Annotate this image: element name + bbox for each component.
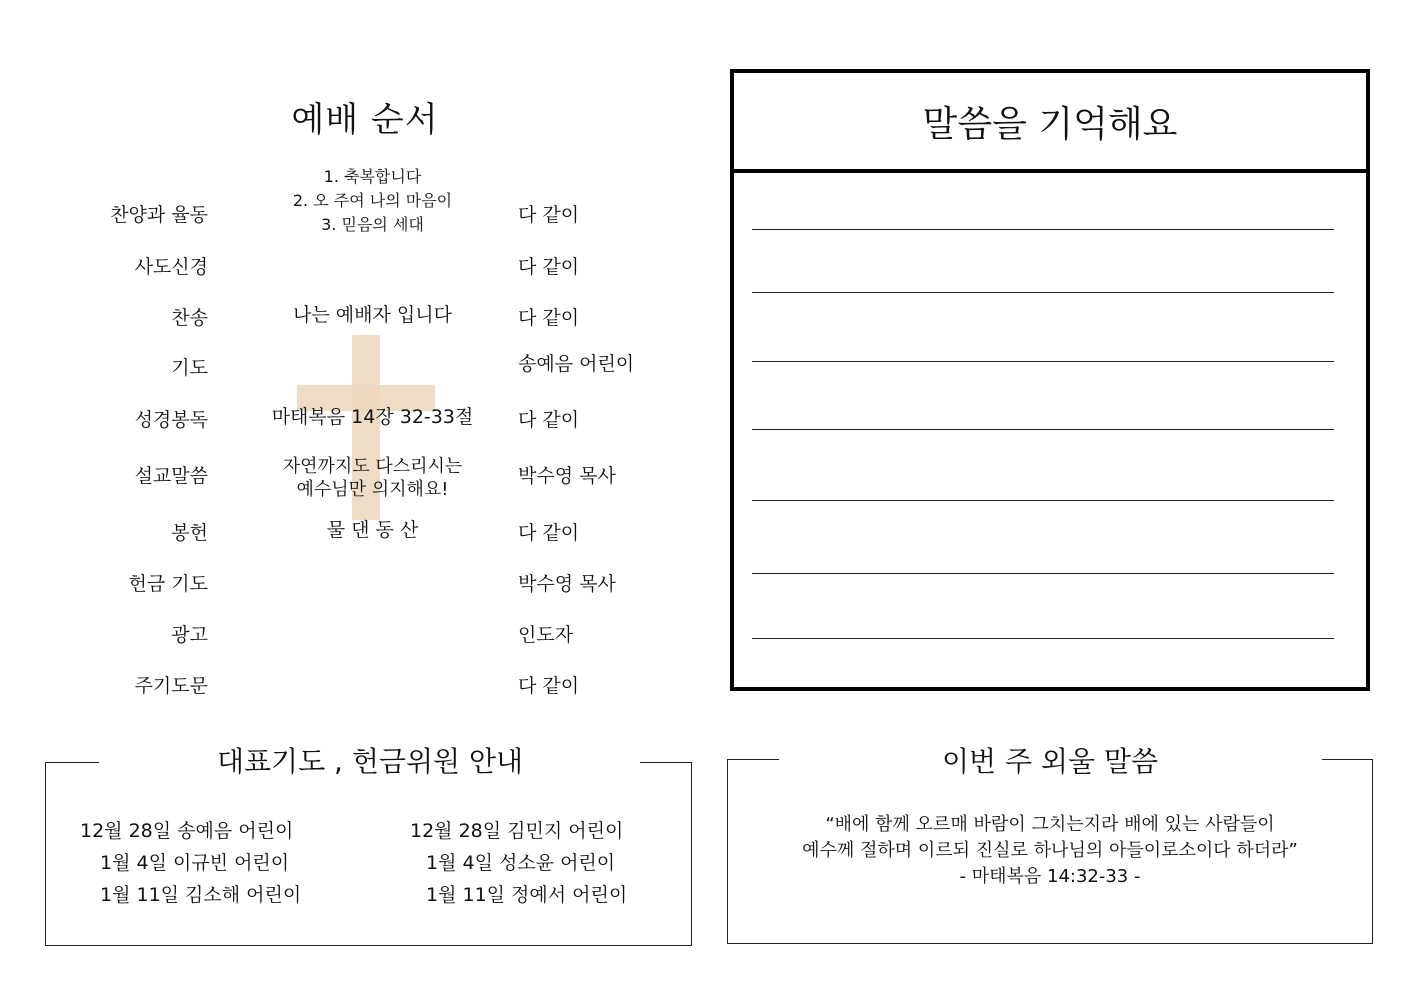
writing-line [752,429,1334,430]
writing-line [752,638,1334,639]
order-who: 다 같이 [518,256,580,278]
order-content: 물 댄 동 산 [326,519,419,541]
order-row [60,620,700,660]
song-line: 1. 축복합니다 [323,167,422,186]
order-label: 설교말씀 [134,465,208,487]
memory-notes-box [730,69,1370,691]
song-line: 3. 믿음의 세대 [321,215,424,234]
order-row [60,353,700,393]
order-row [60,405,700,445]
box-border-segment [727,759,779,760]
sermon-line: 예수님만 의지해요! [296,479,449,500]
order-who: 다 같이 [518,675,580,697]
order-row [60,455,700,500]
order-who: 인도자 [518,624,574,646]
worship-order-title: 예배 순서 [291,100,439,140]
prayer-entry: 1월 4일 이규빈 어린이 [100,852,290,874]
order-who: 박수영 목사 [518,573,616,595]
prayer-offering-title: 대표기도 , 헌금위원 안내 [216,745,524,778]
box-border-segment [45,762,99,763]
order-who: 다 같이 [518,204,580,226]
writing-line [752,573,1334,574]
box-border-segment [640,762,692,763]
song-line: 2. 오 주여 나의 마음이 [292,191,453,210]
writing-line [752,500,1334,501]
sermon-line: 자연까지도 다스리시는 [282,456,463,477]
order-label: 광고 [171,624,208,646]
writing-line [752,361,1334,362]
order-who: 다 같이 [518,409,580,431]
offering-entry: 1월 4일 성소윤 어린이 [426,852,616,874]
order-row [60,671,700,711]
order-row [60,569,700,609]
verse-line: 예수께 절하며 이르되 진실로 하나님의 아들이로소이다 하더라” [802,840,1298,861]
order-who: 다 같이 [518,307,580,329]
order-label: 주기도문 [134,675,208,697]
writing-line [752,229,1334,230]
offering-entry: 12월 28일 김민지 어린이 [410,820,624,842]
order-content: 마태복음 14장 32-33절 [271,406,474,428]
order-content [240,455,505,501]
memory-verse-title: 이번 주 외울 말씀 [941,745,1159,778]
order-label: 헌금 기도 [128,573,208,595]
offering-entry: 1월 11일 정예서 어린이 [426,884,628,906]
order-label: 찬송 [171,307,208,329]
order-label: 봉헌 [171,522,208,544]
box-border-segment [1322,759,1373,760]
order-label: 성경봉독 [134,409,208,431]
order-row [60,164,700,234]
verse-reference: - 마태복음 14:32-33 - [959,866,1141,887]
prayer-entry: 1월 11일 김소해 어린이 [100,884,302,906]
order-content [240,165,505,237]
order-who: 박수영 목사 [518,465,616,487]
memory-box-title: 말씀을 기억해요 [734,73,1366,173]
order-row [60,252,700,292]
verse-line: “배에 함께 오르매 바람이 그치는지라 배에 있는 사람들이 [825,814,1275,835]
prayer-entry: 12월 28일 송예음 어린이 [80,820,294,842]
memory-verse-text [728,812,1372,890]
order-label: 찬양과 율동 [110,204,208,226]
order-label: 사도신경 [134,256,208,278]
order-who: 다 같이 [518,522,580,544]
order-row [60,518,700,558]
writing-line [752,292,1334,293]
order-row [60,303,700,343]
order-content: 나는 예배자 입니다 [293,304,452,326]
order-label: 기도 [171,357,208,379]
order-who: 송예음 어린이 [518,353,635,375]
